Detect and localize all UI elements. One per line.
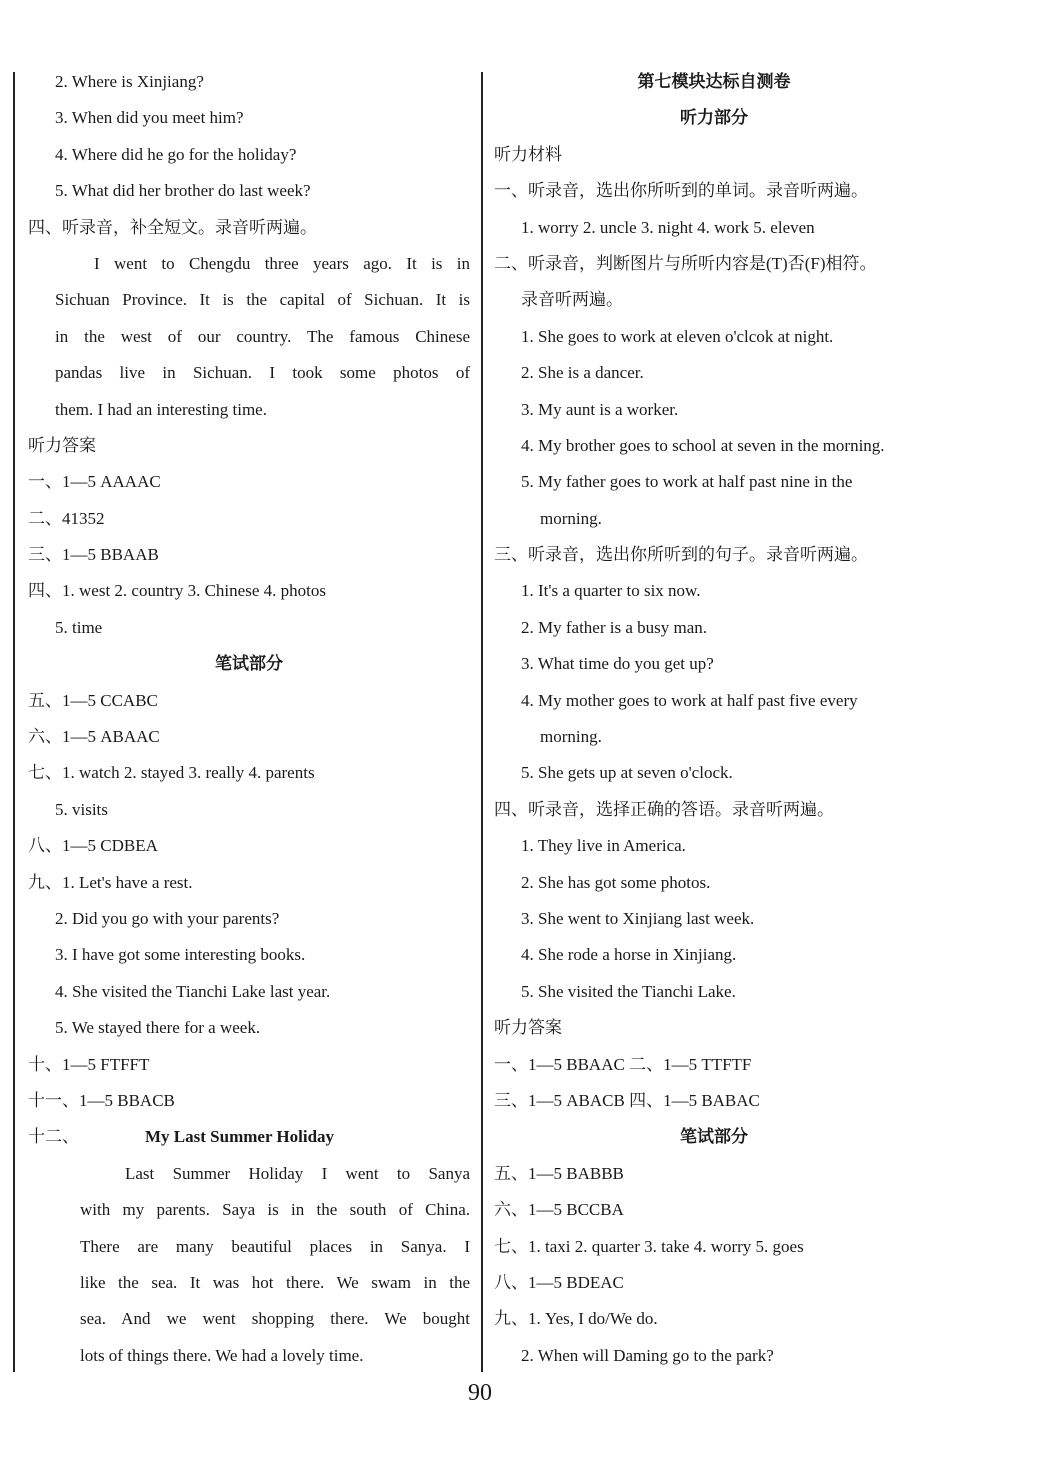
sentence-line: 5. My father goes to work at half past nine in the: [521, 472, 853, 492]
answer-line: 九、1. Let's have a rest.: [28, 872, 193, 892]
sentence-line: 5. She visited the Tianchi Lake.: [521, 981, 736, 1001]
section-heading: 四、听录音，补全短文。录音听两遍。: [28, 217, 317, 237]
passage-line: Sichuan Province. It is the capital of Sichuan. It is: [55, 290, 470, 310]
listening-section-title: 听力部分: [680, 108, 748, 128]
sentence-line: 2. My father is a busy man.: [521, 617, 708, 637]
sentence-line: 2. She has got some photos.: [521, 872, 711, 892]
essay-line: Last Summer Holiday I went to Sanya: [125, 1163, 470, 1183]
sentence-line: 4. My brother goes to school at seven in the morning.: [521, 435, 885, 455]
answer-line: 七、1. taxi 2. quarter 3. take 4. worry 5. goes: [494, 1236, 804, 1256]
answer-line: 七、1. watch 2. stayed 3. really 4. parents: [28, 763, 315, 783]
section-heading: 四、听录音，选择正确的答语。录音听两遍。: [494, 799, 834, 819]
answer-line: 八、1—5 BDEAC: [494, 1272, 624, 1292]
sentence-line-cont: morning.: [540, 727, 602, 747]
sentence-line: 4. She rode a horse in Xinjiang.: [521, 945, 737, 965]
answer-line: 六、1—5 ABAAC: [28, 727, 160, 747]
answer-line: 5. visits: [55, 799, 108, 819]
answer-line: 五、1—5 CCABC: [28, 690, 158, 710]
passage-line: pandas live in Sichuan. I took some photos of: [55, 363, 470, 383]
essay-title: My Last Summer Holiday: [145, 1127, 335, 1147]
answer-line: 2. When will Daming go to the park?: [521, 1345, 774, 1365]
passage-line: in the west of our country. The famous Chinese: [55, 326, 470, 346]
answer-line: 二、41352: [28, 508, 105, 528]
sentence-line: 2. She is a dancer.: [521, 363, 644, 383]
sentence-line: 3. What time do you get up?: [521, 654, 714, 674]
passage-line: I went to Chengdu three years ago. It is in: [94, 253, 470, 273]
sentence-line: 5. She gets up at seven o'clock.: [521, 763, 733, 783]
answer-line: 一、1—5 AAAAC: [28, 472, 161, 492]
answer-line: 十一、1—5 BBACB: [28, 1090, 175, 1110]
answer-line: 一、1—5 BBAAC 二、1—5 TTFTF: [494, 1054, 752, 1074]
answer-line: 十、1—5 FTFFT: [28, 1054, 150, 1074]
section-heading-cont: 录音听两遍。: [521, 290, 623, 310]
answer-line: 2. Did you go with your parents?: [55, 908, 280, 928]
answer-line: 六、1—5 BCCBA: [494, 1200, 624, 1220]
right-column: [494, 64, 934, 1374]
written-section-title: 笔试部分: [215, 654, 283, 674]
essay-line: lots of things there. We had a lovely time.: [80, 1345, 364, 1365]
answer-line: 五、1—5 BABBB: [494, 1163, 624, 1183]
answer-line: 5. We stayed there for a week.: [55, 1018, 261, 1038]
answer-line: 八、1—5 CDBEA: [28, 836, 158, 856]
answer-line: 九、1. Yes, I do/We do.: [494, 1309, 658, 1329]
answer-line: 3. I have got some interesting books.: [55, 945, 306, 965]
answer-line: 4. She visited the Tianchi Lake last year.: [55, 981, 331, 1001]
written-section-title: 笔试部分: [680, 1127, 748, 1147]
essay-number: 十二、: [28, 1127, 79, 1147]
sentence-line: 1. They live in America.: [521, 836, 686, 856]
sentence-line-cont: morning.: [540, 508, 602, 528]
sentence-line: 3. My aunt is a worker.: [521, 399, 679, 419]
answer-line: 三、1—5 BBAAB: [28, 545, 159, 565]
essay-heading-row: [28, 1119, 470, 1155]
answer-line: 三、1—5 ABACB 四、1—5 BABAC: [494, 1090, 760, 1110]
left-margin-rule: [13, 72, 15, 1372]
essay-line: There are many beautiful places in Sanya. I: [80, 1236, 470, 1256]
answer-line: 5. time: [55, 617, 103, 637]
answer-heading: 听力答案: [28, 435, 96, 455]
page-number: 90: [468, 1380, 492, 1406]
left-line: 2. Where is Xinjiang?: [55, 72, 204, 91]
essay-line: with my parents. Saya is in the south of China.: [80, 1200, 470, 1220]
essay-line: sea. And we went shopping there. We bought: [80, 1309, 470, 1329]
module-title: 第七模块达标自测卷: [637, 72, 791, 91]
answer-line: 四、1. west 2. country 3. Chinese 4. photos: [28, 581, 326, 601]
section-heading: 二、听录音，判断图片与所听内容是(T)否(F)相符。: [494, 253, 877, 273]
sentence-line: 1. She goes to work at eleven o'clcok at night.: [521, 326, 834, 346]
word-list: 1. worry 2. uncle 3. night 4. work 5. eleven: [521, 217, 815, 237]
left-line: 4. Where did he go for the holiday?: [55, 144, 297, 164]
sentence-line: 3. She went to Xinjiang last week.: [521, 908, 755, 928]
sentence-line: 4. My mother goes to work at half past five every: [521, 690, 858, 710]
column-divider: [481, 72, 483, 1372]
section-heading: 一、听录音，选出你所听到的单词。录音听两遍。: [494, 181, 868, 201]
left-line: 3. When did you meet him?: [55, 108, 244, 128]
left-column: [28, 64, 470, 1374]
essay-line: like the sea. It was hot there. We swam in the: [80, 1272, 470, 1292]
listening-materials-heading: 听力材料: [494, 144, 562, 164]
left-line: 5. What did her brother do last week?: [55, 181, 311, 201]
passage-line: them. I had an interesting time.: [55, 399, 267, 419]
answer-heading: 听力答案: [494, 1018, 562, 1038]
sentence-line: 1. It's a quarter to six now.: [521, 581, 701, 601]
section-heading: 三、听录音，选出你所听到的句子。录音听两遍。: [494, 545, 868, 565]
